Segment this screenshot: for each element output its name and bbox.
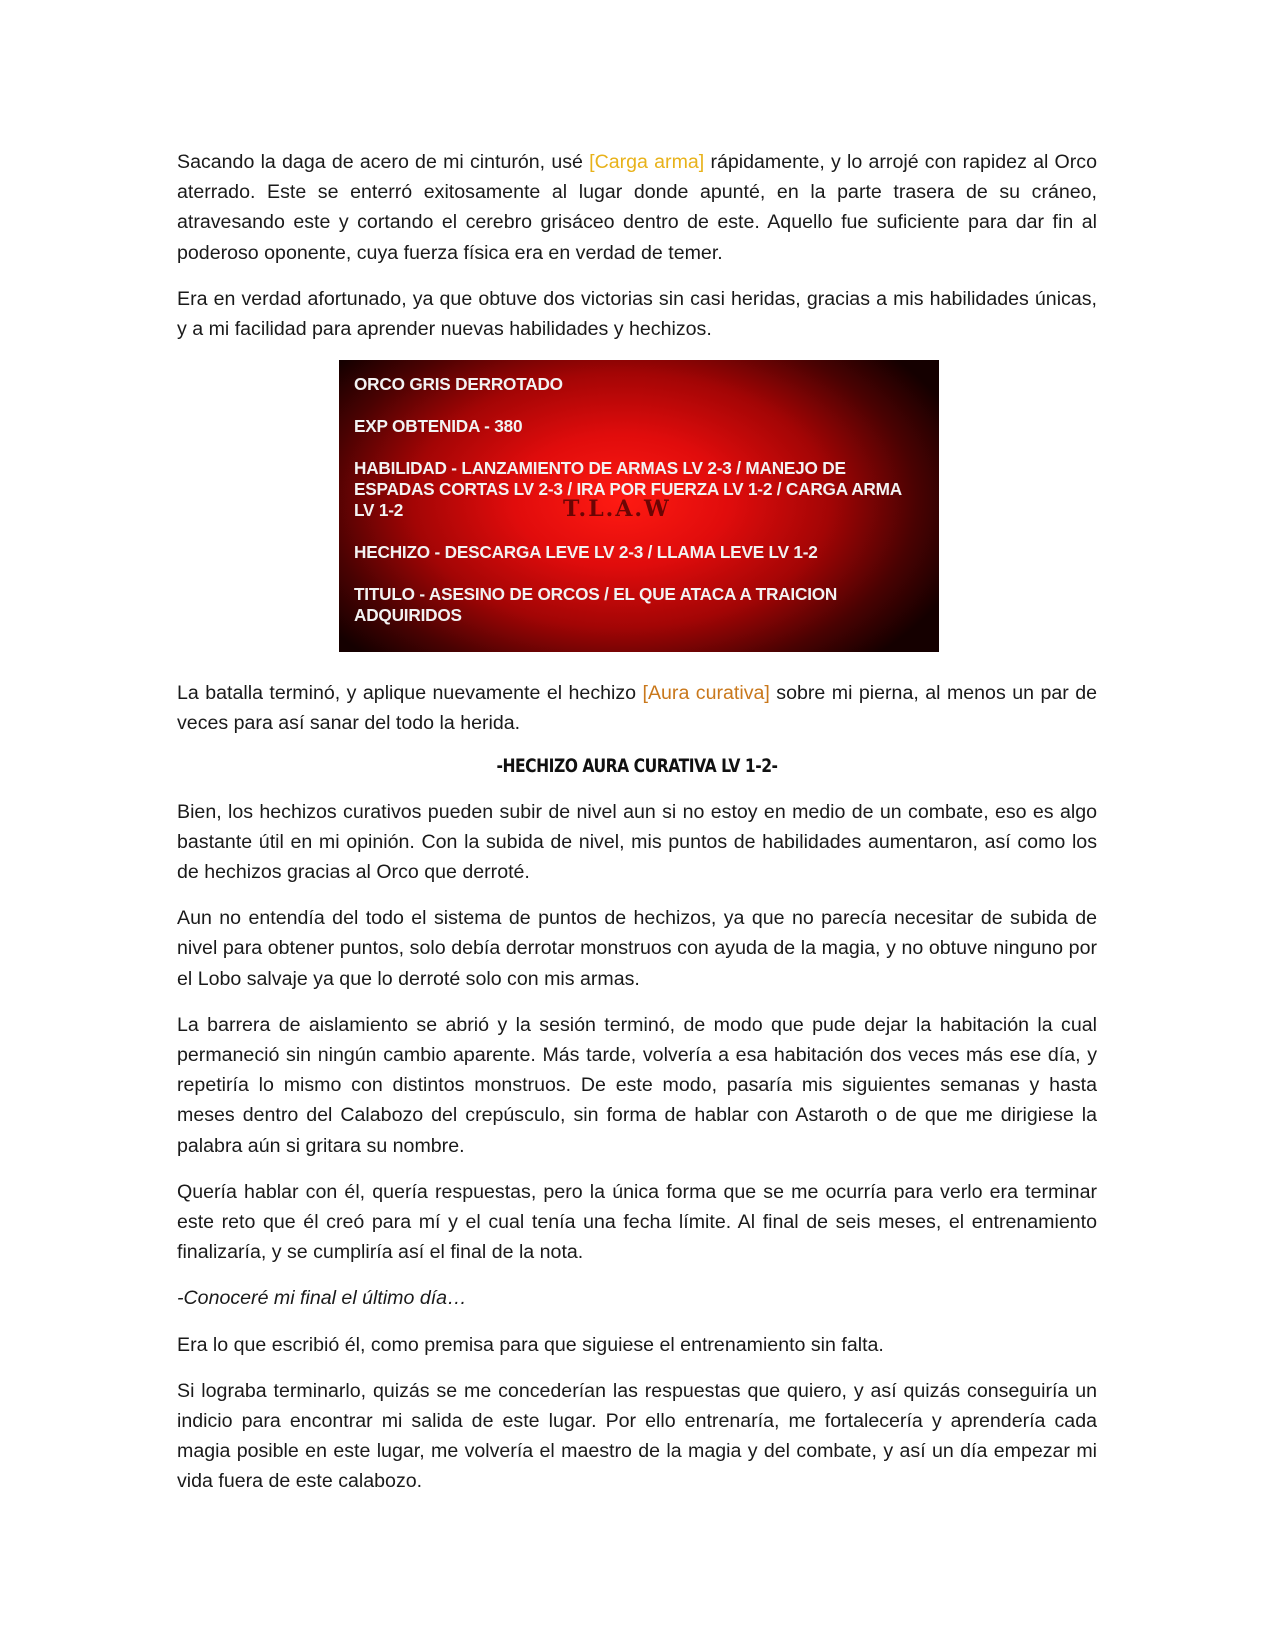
banner-defeated-line: ORCO GRIS DERROTADO <box>354 374 563 395</box>
paragraph-6: La barrera de aislamiento se abrió y la sesión terminó, de modo que pude dejar la habitación la cual permaneció sin ningún cambio aparente. Más tarde, volvería a esa habitación dos veces más ese día, y repetiría lo mismo con distintos monstruos. De este modo, pasaría mis siguientes semanas y hasta meses dentro del Calabozo del crepúsculo, sin forma de hablar con Astaroth o de que me dirigiese la palabra aún si gritara su nombre. <box>177 1013 1097 1157</box>
status-banner-image <box>339 360 939 652</box>
page-content <box>177 147 1097 1513</box>
banner-exp-line: EXP OBTENIDA - 380 <box>354 416 523 437</box>
skill-keyword-carga-arma: [Carga arma] <box>589 151 705 173</box>
paragraph-1-text-b: rápidamente, y lo arrojé con rapidez al Orco aterrado. Este se enterró exitosamente al lugar donde apunté, en la parte trasera de su cráneo, atravesando este y cortando el cerebro grisáceo dentro de este. Aquello fue suficiente para dar fin al poderoso oponente, cuya fuerza física era en verdad de temer. <box>177 151 1098 264</box>
spell-keyword-aura-curativa: [Aura curativa] <box>642 682 770 705</box>
section-heading: -HECHIZO AURA CURATIVA LV 1-2- <box>496 754 778 777</box>
status-banner-wrapper <box>339 360 939 652</box>
banner-spells-line: HECHIZO - DESCARGA LEVE LV 2-3 / LLAMA LEVE LV 1-2 <box>354 542 818 563</box>
paragraph-8-quote: -Conoceré mi final el último día… <box>177 1287 467 1310</box>
banner-titles-line: TITULO - ASESINO DE ORCOS / EL QUE ATACA A TRAICION ADQUIRIDOS <box>354 584 838 626</box>
paragraph-3-text-b: sobre mi pierna, al menos un par de veces para así sanar del todo la herida. <box>177 682 1098 735</box>
paragraph-4: Bien, los hechizos curativos pueden subir de nivel aun si no estoy en medio de un combate, eso es algo bastante útil en mi opinión. Con la subida de nivel, mis puntos de habilidades aumentaron, así como los de hechizos gracias al Orco que derroté. <box>177 800 1097 884</box>
paragraph-3 <box>177 678 1097 738</box>
paragraph-1-text-a: Sacando la daga de acero de mi cinturón, usé <box>177 151 590 173</box>
watermark-logo: T.L.A.W <box>563 496 671 523</box>
paragraph-5: Aun no entendía del todo el sistema de puntos de hechizos, ya que no parecía necesitar de subida de nivel para obtener puntos, solo debía derrotar monstruos con ayuda de la magia, y no obtuve ninguno por el Lobo salvaje ya que lo derroté solo con mis armas. <box>177 907 1097 990</box>
paragraph-10: Si lograba terminarlo, quizás se me concederían las respuestas que quiero, y así quizás conseguiría un indicio para encontrar mi salida de este lugar. Por ello entrenaría, me fortalecería y aprendería cada magia posible en este lugar, me volvería el maestro de la magia y del combate, y así un día empezar mi vida fuera de este calabozo. <box>177 1379 1097 1493</box>
paragraph-7: Quería hablar con él, quería respuestas, pero la única forma que se me ocurría para verlo era terminar este reto que él creó para mí y el cual tenía una fecha límite. Al final de seis meses, el entrenamiento finalizaría, y se cumpliría así el final de la nota. <box>177 1180 1097 1264</box>
paragraph-1 <box>177 147 1097 268</box>
paragraph-2: Era en verdad afortunado, ya que obtuve dos victorias sin casi heridas, gracias a mis habilidades únicas, y a mi facilidad para aprender nuevas habilidades y hechizos. <box>177 287 1097 341</box>
paragraph-3-text-a: La batalla terminó, y aplique nuevamente el hechizo <box>177 682 643 705</box>
paragraph-9: Era lo que escribió él, como premisa para que siguiese el entrenamiento sin falta. <box>177 1333 884 1356</box>
banner-skills-line: HABILIDAD - LANZAMIENTO DE ARMAS LV 2-3 / MANEJO DE ESPADAS CORTAS LV 2-3 / IRA POR FUERZA LV 1-2 / CARGA ARMA LV 1-2 <box>354 458 902 521</box>
